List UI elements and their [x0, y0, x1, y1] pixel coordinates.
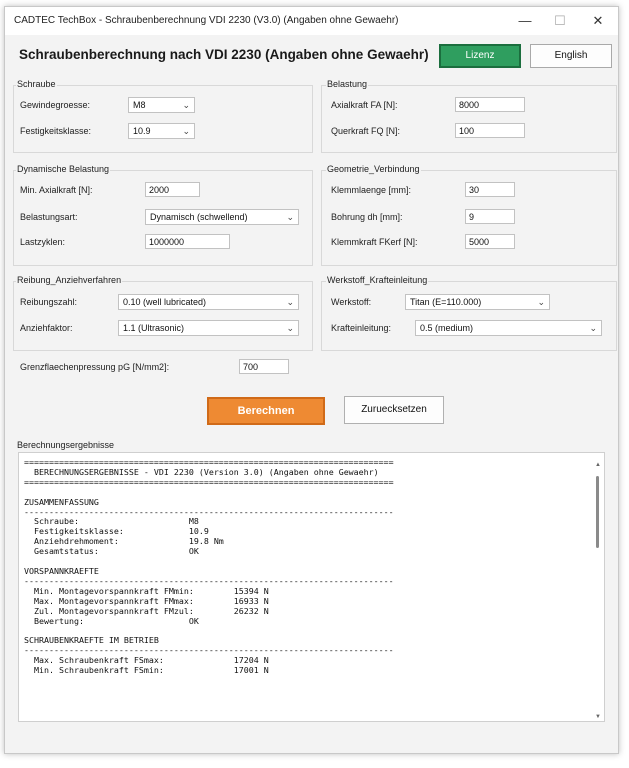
krafteinleitung-label: Krafteinleitung: — [331, 323, 392, 333]
group-werkstoff-label: Werkstoff_Krafteinleitung — [327, 275, 428, 285]
klemmkraft-label: Klemmkraft FKerf [N]: — [331, 237, 418, 247]
quer-input[interactable]: 100 — [455, 123, 525, 138]
klemmlaenge-label: Klemmlaenge [mm]: — [331, 185, 412, 195]
grenzflaechenpressung-label: Grenzflaechenpressung pG [N/mm2]: — [20, 362, 170, 372]
group-geometrie-label: Geometrie_Verbindung — [327, 164, 420, 174]
krafteinleitung-select[interactable] — [415, 320, 602, 336]
min-axial-input[interactable]: 2000 — [145, 182, 200, 197]
group-belastung-label: Belastung — [327, 79, 368, 89]
results-label: Berechnungsergebnisse — [17, 440, 115, 450]
reibungszahl-label: Reibungszahl: — [20, 297, 78, 307]
axial-input[interactable]: 8000 — [455, 97, 525, 112]
group-schraube-label: Schraube — [17, 79, 56, 89]
gewinde-label: Gewindegroesse: — [20, 100, 91, 110]
chevron-down-icon: ⌄ — [589, 323, 597, 333]
lastzyklen-input[interactable]: 1000000 — [145, 234, 230, 249]
window-title: CADTEC TechBox - Schraubenberechnung VDI 2230 (V3.0) (Angaben ohne Gewaehr) — [14, 15, 399, 26]
calculate-button[interactable]: Berechnen — [207, 397, 325, 425]
chevron-down-icon: ⌄ — [182, 100, 190, 110]
results-text: ========================================================================== BERECHNUNGSERGEBNISSE - VDI 2230 (Version 3.0) (Angaben ohne Gewaehr) ========================================================================== ZUSAMMENFASSUNG -------------------------------------------------------------------------- Schraube: M8 Festigkeitsklasse: 10.9 Anziehdrehmoment: 19.8 Nm Gesamtstatus: OK VORSPANNKRAEFTE -------------------------------------------------------------------------- Min. Montagevorspannkraft FMmin: 15394 N Max. Montagevorspannkraft FMmax: 16933 N Zul. Montagevorspannkraft FMzul: 26232 N Bewertung: OK SCHRAUBENKRAEFTE IM BETRIEB -------------------------------------------------------------------------- Max. Schraubenkraft FSmax: 17204 N Min. Schraubenkraft FSmin: 17001 N — [24, 457, 394, 676]
krafteinleitung-value: 0.5 (medium) — [420, 323, 474, 333]
language-button[interactable]: English — [530, 44, 612, 68]
grenzflaechenpressung-input[interactable]: 700 — [239, 359, 289, 374]
min-axial-label: Min. Axialkraft [N]: — [20, 185, 93, 195]
maximize-button[interactable]: ☐ — [554, 13, 566, 28]
reibungszahl-select[interactable] — [118, 294, 299, 310]
gewinde-select[interactable] — [128, 97, 195, 113]
scroll-down-icon[interactable]: ▼ — [595, 714, 601, 720]
bohrung-label: Bohrung dh [mm]: — [331, 212, 403, 222]
belastungsart-value: Dynamisch (schwellend) — [150, 212, 248, 222]
scroll-thumb[interactable] — [596, 476, 599, 548]
werkstoff-label: Werkstoff: — [331, 297, 372, 307]
app-window — [4, 6, 619, 754]
axial-label: Axialkraft FA [N]: — [331, 100, 398, 110]
chevron-down-icon: ⌄ — [286, 212, 294, 222]
group-schraube — [13, 85, 313, 153]
close-button[interactable]: ✕ — [592, 13, 604, 28]
chevron-down-icon: ⌄ — [182, 126, 190, 136]
lastzyklen-label: Lastzyklen: — [20, 237, 66, 247]
group-reibung-label: Reibung_Anziehverfahren — [17, 275, 122, 285]
group-belastung — [321, 85, 617, 153]
gewinde-value: M8 — [133, 100, 146, 110]
reibungszahl-value: 0.10 (well lubricated) — [123, 297, 207, 307]
chevron-down-icon: ⌄ — [286, 297, 294, 307]
belastungsart-select[interactable] — [145, 209, 299, 225]
title-bar — [5, 7, 618, 35]
group-dynamisch-label: Dynamische Belastung — [17, 164, 110, 174]
festigkeit-value: 10.9 — [133, 126, 151, 136]
quer-label: Querkraft FQ [N]: — [331, 126, 401, 136]
bohrung-input[interactable]: 9 — [465, 209, 515, 224]
werkstoff-select[interactable] — [405, 294, 550, 310]
werkstoff-value: Titan (E=110.000) — [410, 297, 482, 307]
chevron-down-icon: ⌄ — [537, 297, 545, 307]
group-werkstoff — [321, 281, 617, 351]
festigkeit-label: Festigkeitsklasse: — [20, 126, 92, 136]
festigkeit-select[interactable] — [128, 123, 195, 139]
group-reibung — [13, 281, 313, 351]
chevron-down-icon: ⌄ — [286, 323, 294, 333]
results-textbox[interactable] — [18, 452, 605, 722]
minimize-button[interactable]: — — [518, 13, 532, 28]
scroll-up-icon[interactable]: ▲ — [595, 462, 601, 468]
reset-button[interactable]: Zuruecksetzen — [344, 396, 444, 424]
page-title: Schraubenberechnung nach VDI 2230 (Angaben ohne Gewaehr) — [19, 47, 429, 62]
klemmkraft-input[interactable]: 5000 — [465, 234, 515, 249]
anziehfaktor-value: 1.1 (Ultrasonic) — [123, 323, 185, 333]
anziehfaktor-select[interactable] — [118, 320, 299, 336]
belastungsart-label: Belastungsart: — [20, 212, 78, 222]
results-scrollbar[interactable] — [594, 462, 602, 720]
anziehfaktor-label: Anziehfaktor: — [20, 323, 73, 333]
license-button[interactable]: Lizenz — [439, 44, 521, 68]
klemmlaenge-input[interactable]: 30 — [465, 182, 515, 197]
